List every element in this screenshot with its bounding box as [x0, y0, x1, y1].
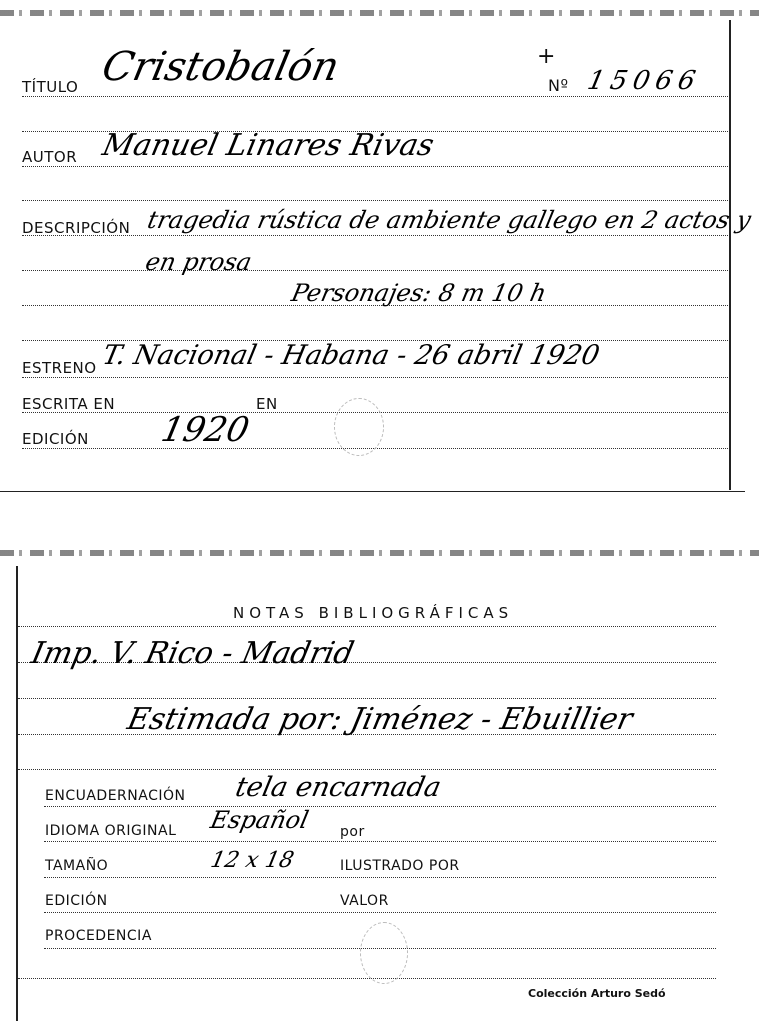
catalog-card-bottom [0, 540, 759, 1028]
estreno-label: ESTRENO [22, 359, 97, 377]
hole-punch-mark [360, 922, 408, 984]
autor-label: AUTOR [22, 148, 78, 166]
card-bottom-edge [0, 491, 745, 492]
titulo-label: TÍTULO [22, 78, 79, 96]
rule-line [22, 377, 728, 378]
rule-line [44, 841, 716, 842]
card-border [16, 566, 18, 1021]
numero-label: Nº [548, 76, 569, 95]
descripcion-line1: tragedia rústica de ambiente gallego en 2 actos y [145, 206, 754, 234]
edicion-value: 1920 [157, 410, 253, 450]
rule-line [18, 698, 716, 699]
ilustrado-label: ILUSTRADO POR [340, 858, 460, 874]
estreno-value: T. Nacional - Habana - 26 abril 1920 [99, 340, 603, 371]
nota-line1: Imp. V. Rico - Madrid [28, 636, 358, 671]
nota-line2: Estimada por: Jiménez - Ebuillier [124, 702, 636, 737]
rule-line [22, 200, 728, 201]
encuadernacion-label: ENCUADERNACIÓN [45, 788, 186, 804]
rule-line [22, 96, 728, 97]
torn-edge [0, 550, 759, 556]
notas-title: NOTAS BIBLIOGRÁFICAS [233, 604, 514, 622]
idioma-label: IDIOMA ORIGINAL [45, 823, 177, 839]
escrita-en-label: ESCRITA EN [22, 395, 116, 413]
hole-punch-mark [334, 398, 384, 456]
idioma-value: Español [208, 806, 312, 834]
rule-line [18, 978, 716, 979]
valor-label: VALOR [340, 893, 389, 909]
rule-line [44, 912, 716, 913]
titulo-value: Cristobalón [98, 44, 344, 90]
edicion-label: EDICIÓN [22, 430, 89, 448]
por-label: por [340, 824, 365, 840]
en-label: EN [256, 395, 278, 413]
rule-line [22, 270, 728, 271]
card-border [729, 20, 731, 490]
edicion-label: EDICIÓN [45, 893, 108, 909]
cross-mark: + [537, 44, 556, 69]
descripcion-label: DESCRIPCIÓN [22, 219, 131, 237]
tamano-label: TAMAÑO [45, 858, 109, 874]
rule-line [44, 806, 716, 807]
rule-line [44, 877, 716, 878]
autor-value: Manuel Linares Rivas [99, 128, 438, 163]
rule-line [18, 626, 716, 627]
numero-value: 15066 [584, 66, 704, 96]
personajes-value: Personajes: 8 m 10 h [289, 279, 549, 307]
descripcion-line2: en prosa [143, 248, 255, 276]
catalog-card-top [0, 0, 759, 500]
torn-edge [0, 10, 759, 16]
rule-line [22, 166, 728, 167]
rule-line [18, 769, 716, 770]
encuadernacion-value: tela encarnada [232, 772, 444, 803]
procedencia-label: PROCEDENCIA [45, 928, 152, 944]
coleccion-footer: Colección Arturo Sedó [528, 987, 666, 1000]
tamano-value: 12 x 18 [208, 848, 297, 873]
